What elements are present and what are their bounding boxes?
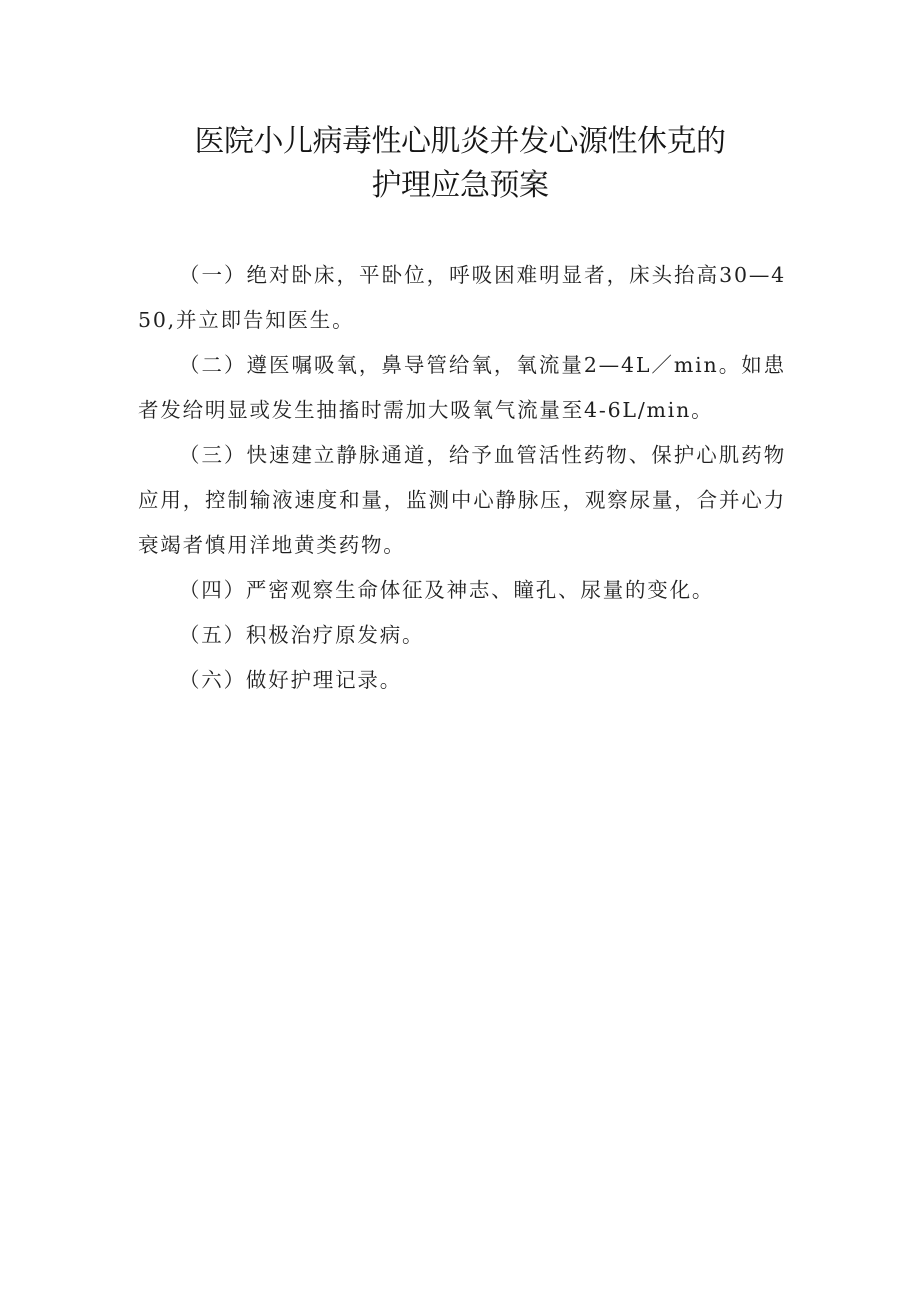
- paragraph-5: （五）积极治疗原发病。: [179, 623, 425, 647]
- paragraph-4: （四）严密观察生命体征及神志、瞳孔、尿量的变化。: [179, 578, 715, 602]
- paragraph-6: （六）做好护理记录。: [179, 668, 402, 692]
- document-body: [138, 253, 786, 703]
- document-title: [0, 120, 920, 208]
- paragraph-2: （二）遵医嘱吸氧，鼻导管给氧，氧流量2—4L／min。如患者发给明显或发生抽搐时需加大吸氧气流量至4-6L/min。: [138, 353, 786, 422]
- paragraph-1: （一）绝对卧床，平卧位，呼吸困难明显者，床头抬高30—450,并立即告知医生。: [138, 263, 786, 332]
- paragraph-3: （三）快速建立静脉通道，给予血管活性药物、保护心肌药物应用，控制输液速度和量，监测中心静脉压，观察尿量，合并心力衰竭者慎用洋地黄类药物。: [138, 443, 786, 557]
- title-line-1: 医院小儿病毒性心肌炎并发心源性休克的: [194, 124, 726, 159]
- title-line-2: 护理应急预案: [371, 168, 549, 203]
